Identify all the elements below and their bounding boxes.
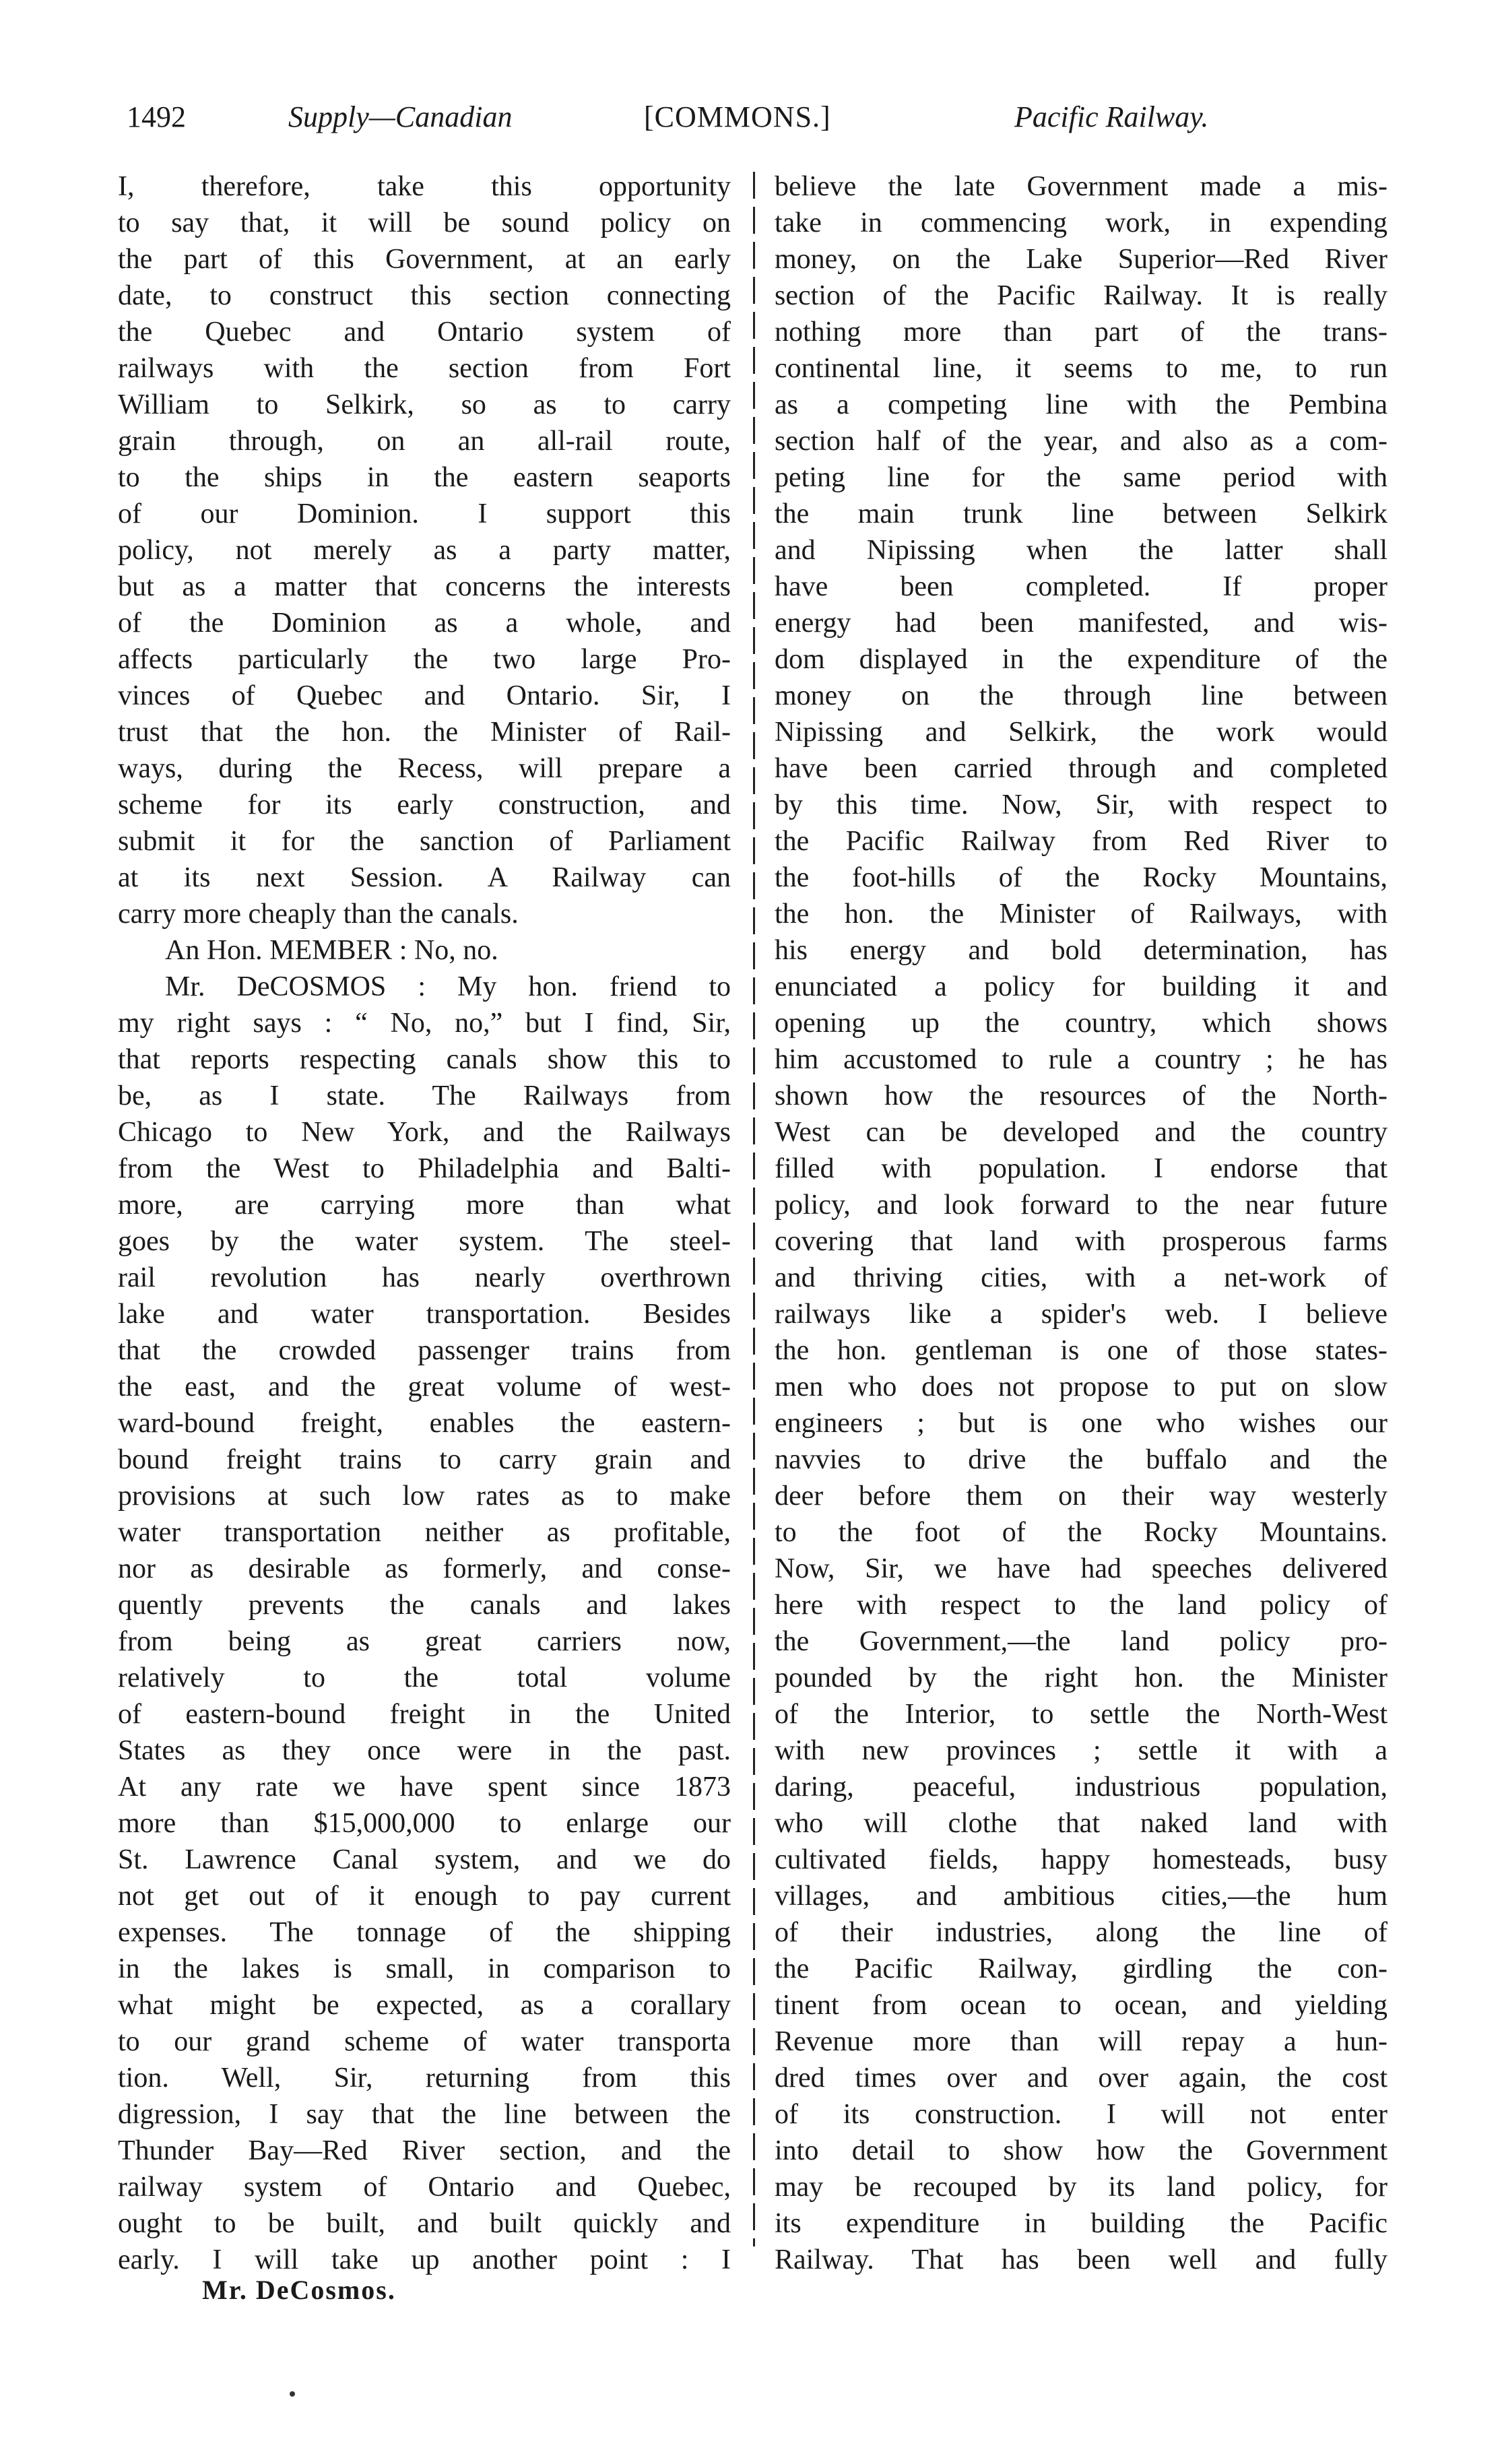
text-line: the main trunk line between Selkirk	[775, 498, 1387, 529]
text-line: to the foot of the Rocky Mountains.	[775, 1517, 1387, 1548]
text-line: him accustomed to rule a country ; he has	[775, 1044, 1387, 1075]
text-line: deer before them on their way westerly	[775, 1481, 1387, 1512]
text-line: early. I will take up another point : I	[118, 2244, 731, 2275]
text-line: engineers ; but is one who wishes our	[775, 1408, 1387, 1439]
text-line: expenses. The tonnage of the shipping	[118, 1917, 731, 1948]
text-line: money on the through line between	[775, 680, 1387, 711]
text-line: as a competing line with the Pembina	[775, 389, 1387, 420]
text-line: At any rate we have spent since 1873	[118, 1772, 731, 1803]
text-line: more than $15,000,000 to enlarge our	[118, 1808, 731, 1839]
text-line: not get out of it enough to pay current	[118, 1881, 731, 1912]
text-line: but as a matter that concerns the interests	[118, 571, 731, 602]
text-line: date, to construct this section connecting	[118, 280, 731, 311]
text-line: men who does not propose to put on slow	[775, 1371, 1387, 1402]
text-line: of their industries, along the line of	[775, 1917, 1387, 1948]
text-line: railways with the section from Fort	[118, 353, 731, 384]
text-line: the hon. the Minister of Railways, with	[775, 899, 1387, 930]
text-line: digression, I say that the line between the	[118, 2099, 731, 2130]
text-line: more, are carrying more than what	[118, 1190, 731, 1221]
text-line: railway system of Ontario and Quebec,	[118, 2172, 731, 2203]
text-line: that the crowded passenger trains from	[118, 1335, 731, 1366]
text-line: may be recouped by its land policy, for	[775, 2172, 1387, 2203]
text-line: from being as great carriers now,	[118, 1626, 731, 1657]
text-line: goes by the water system. The steel-	[118, 1226, 731, 1257]
page-header	[127, 100, 1272, 147]
house-label: [COMMONS.]	[644, 100, 831, 133]
text-line: to our grand scheme of water transporta	[118, 2026, 731, 2057]
text-line: and thriving cities, with a net-work of	[775, 1262, 1387, 1293]
text-line: have been completed. If proper	[775, 571, 1387, 602]
text-line: cultivated fields, happy homesteads, busy	[775, 1844, 1387, 1875]
text-line: Chicago to New York, and the Railways	[118, 1117, 731, 1148]
text-line: tinent from ocean to ocean, and yielding	[775, 1990, 1387, 2021]
text-line: of our Dominion. I support this	[118, 498, 731, 529]
text-line: that reports respecting canals show this to	[118, 1044, 731, 1075]
text-line: scheme for its early construction, and	[118, 789, 731, 820]
text-line: provisions at such low rates as to make	[118, 1481, 731, 1512]
text-line: dom displayed in the expenditure of the	[775, 644, 1387, 675]
text-line: believe the late Government made a mis-	[775, 171, 1387, 202]
text-line: Mr. DeCOSMOS : My hon. friend to	[165, 971, 731, 1002]
text-line: the foot-hills of the Rocky Mountains,	[775, 862, 1387, 893]
text-line: with new provinces ; settle it with a	[775, 1735, 1387, 1766]
text-line: the Government,—the land policy pro-	[775, 1626, 1387, 1657]
text-line: Now, Sir, we have had speeches delivered	[775, 1553, 1387, 1584]
text-line: quently prevents the canals and lakes	[118, 1590, 731, 1621]
text-line: St. Lawrence Canal system, and we do	[118, 1844, 731, 1875]
text-line: villages, and ambitious cities,—the hum	[775, 1881, 1387, 1912]
text-line: in the lakes is small, in comparison to	[118, 1953, 731, 1984]
right-text-column	[775, 168, 1387, 2278]
text-line: rail revolution has nearly overthrown	[118, 1262, 731, 1293]
text-line: the Pacific Railway from Red River to	[775, 826, 1387, 857]
text-line: An Hon. MEMBER : No, no.	[165, 935, 498, 966]
text-line: from the West to Philadelphia and Balti-	[118, 1153, 731, 1184]
text-line: William to Selkirk, so as to carry	[118, 389, 731, 420]
text-line: Nipissing and Selkirk, the work would	[775, 717, 1387, 748]
text-line: policy, and look forward to the near future	[775, 1190, 1387, 1221]
text-line: who will clothe that naked land with	[775, 1808, 1387, 1839]
topic-title: Pacific Railway.	[1014, 100, 1209, 133]
text-line: the east, and the great volume of west-	[118, 1371, 731, 1402]
text-line: opening up the country, which shows	[775, 1008, 1387, 1039]
text-line: and Nipissing when the latter shall	[775, 535, 1387, 566]
text-line: the part of this Government, at an early	[118, 244, 731, 275]
text-line: grain through, on an all-rail route,	[118, 426, 731, 457]
text-line: relatively to the total volume	[118, 1662, 731, 1693]
text-line: navvies to drive the buffalo and the	[775, 1444, 1387, 1475]
print-dot	[290, 2391, 295, 2397]
text-line: the Pacific Railway, girdling the con-	[775, 1953, 1387, 1984]
footer-speaker: Mr. DeCosmos.	[202, 2275, 396, 2305]
text-line: I, therefore, take this opportunity	[118, 171, 731, 202]
text-line: vinces of Quebec and Ontario. Sir, I	[118, 680, 731, 711]
text-line: ways, during the Recess, will prepare a	[118, 753, 731, 784]
text-line: by this time. Now, Sir, with respect to	[775, 789, 1387, 820]
text-line: railways like a spider's web. I believe	[775, 1299, 1387, 1330]
text-line: trust that the hon. the Minister of Rail-	[118, 717, 731, 748]
text-line: affects particularly the two large Pro-	[118, 644, 731, 675]
text-line: water transportation neither as profitable,	[118, 1517, 731, 1548]
text-line: lake and water transportation. Besides	[118, 1299, 731, 1330]
text-line: be, as I state. The Railways from	[118, 1080, 731, 1111]
text-line: enunciated a policy for building it and	[775, 971, 1387, 1002]
section-title: Supply—Canadian	[288, 100, 513, 133]
column-divider	[753, 172, 755, 2246]
text-line: energy had been manifested, and wis-	[775, 608, 1387, 639]
text-line: here with respect to the land policy of	[775, 1590, 1387, 1621]
text-line: dred times over and over again, the cost	[775, 2063, 1387, 2094]
text-line: filled with population. I endorse that	[775, 1153, 1387, 1184]
text-line: at its next Session. A Railway can	[118, 862, 731, 893]
text-line: its expenditure in building the Pacific	[775, 2208, 1387, 2239]
text-line: bound freight trains to carry grain and	[118, 1444, 731, 1475]
text-line: his energy and bold determination, has	[775, 935, 1387, 966]
text-line: West can be developed and the country	[775, 1117, 1387, 1148]
text-line: money, on the Lake Superior—Red River	[775, 244, 1387, 275]
text-line: the hon. gentleman is one of those states-	[775, 1335, 1387, 1366]
text-line: of the Interior, to settle the North-West	[775, 1699, 1387, 1730]
text-line: what might be expected, as a corallary	[118, 1990, 731, 2021]
text-line: section of the Pacific Railway. It is really	[775, 280, 1387, 311]
text-line: covering that land with prosperous farms	[775, 1226, 1387, 1257]
text-line: to the ships in the eastern seaports	[118, 462, 731, 493]
page-number: 1492	[127, 100, 186, 133]
text-line: continental line, it seems to me, to run	[775, 353, 1387, 384]
left-text-column	[118, 168, 731, 2278]
text-line: peting line for the same period with	[775, 462, 1387, 493]
text-line: tion. Well, Sir, returning from this	[118, 2063, 731, 2094]
text-line: of its construction. I will not enter	[775, 2099, 1387, 2130]
text-line: section half of the year, and also as a com-	[775, 426, 1387, 457]
text-line: nothing more than part of the trans-	[775, 317, 1387, 348]
text-line: carry more cheaply than the canals.	[118, 899, 519, 930]
text-line: the Quebec and Ontario system of	[118, 317, 731, 348]
text-line: to say that, it will be sound policy on	[118, 207, 731, 238]
text-line: Railway. That has been well and fully	[775, 2244, 1387, 2275]
text-line: have been carried through and completed	[775, 753, 1387, 784]
text-line: policy, not merely as a party matter,	[118, 535, 731, 566]
text-line: States as they once were in the past.	[118, 1735, 731, 1766]
text-line: take in commencing work, in expending	[775, 207, 1387, 238]
text-line: shown how the resources of the North-	[775, 1080, 1387, 1111]
text-line: nor as desirable as formerly, and conse-	[118, 1553, 731, 1584]
text-line: pounded by the right hon. the Minister	[775, 1662, 1387, 1693]
text-line: of eastern-bound freight in the United	[118, 1699, 731, 1730]
text-line: ought to be built, and built quickly and	[118, 2208, 731, 2239]
text-line: ward-bound freight, enables the eastern-	[118, 1408, 731, 1439]
text-line: Revenue more than will repay a hun-	[775, 2026, 1387, 2057]
text-line: of the Dominion as a whole, and	[118, 608, 731, 639]
text-line: Thunder Bay—Red River section, and the	[118, 2135, 731, 2166]
text-line: submit it for the sanction of Parliament	[118, 826, 731, 857]
text-line: into detail to show how the Government	[775, 2135, 1387, 2166]
text-line: my right says : “ No, no,” but I find, Sir,	[118, 1008, 731, 1039]
text-line: daring, peaceful, industrious population,	[775, 1772, 1387, 1803]
